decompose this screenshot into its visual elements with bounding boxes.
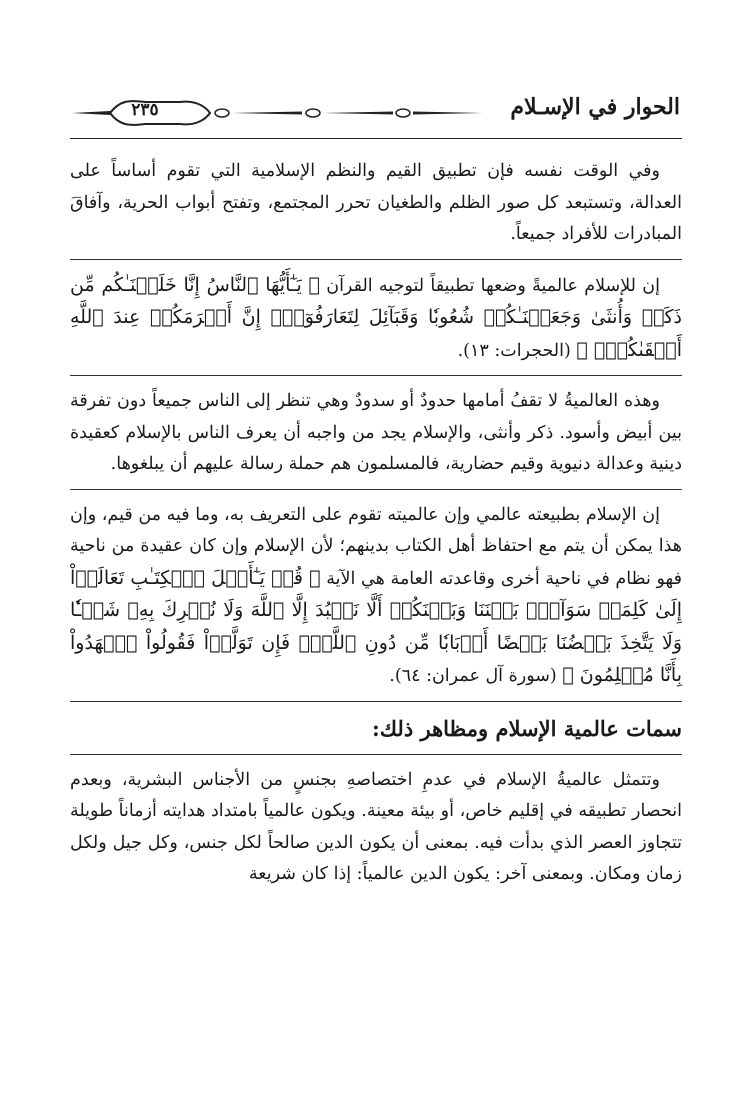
running-title: الحوار في الإسـلام [510, 94, 680, 120]
paragraph-2 [70, 270, 682, 368]
paragraph-1: وفي الوقت نفسه فإن تطبيق القيم والنظم الإسلامية التي تقوم أساساً على العدالة، وتستبعد كل صور الظلم والطغيان تحرر المجتمع، وتفتح أبواب الحرية، وآفاقَ المبادرات للأفراد جميعاً. [70, 161, 682, 244]
heading-separator [70, 754, 682, 755]
paragraph-separator [70, 375, 682, 376]
quran-verse-hujurat: ﴿ يَـٰٓأَيُّهَا ٱلنَّاسُ إِنَّا خَلَقۡنَـٰكُم مِّن ذَكَرٖ وَأُنثَىٰ وَجَعَلۡنَـٰكُمۡ شُعُوبٗا وَقَبَآئِلَ لِتَعَارَفُوٓاْۚ إِنَّ أَكۡرَمَكُمۡ عِندَ ٱللَّهِ أَتۡقَىٰكُمۡۚ ﴾ [70, 273, 682, 361]
quran-verse-al-imran: ﴿ قُلۡ يَـٰٓأَهۡلَ ٱلۡكِتَـٰبِ تَعَالَوۡاْ إِلَىٰ كَلِمَةٖ سَوَآءِۭ بَيۡنَنَا وَبَيۡنَكُمۡ أَلَّا نَعۡبُدَ إِلَّا ٱللَّهَ وَلَا نُشۡرِكَ بِهِۦ شَيۡـٔٗا وَلَا يَتَّخِذَ بَعۡضُنَا بَعۡضًا أَرۡبَابٗا مِّن دُونِ ٱللَّهِۚ فَإِن تَوَلَّوۡاْ فَقُولُواْ ٱشۡهَدُواْ بِأَنَّا مُسۡلِمُونَ ﴾ [70, 566, 682, 686]
verse-reference: (الحجرات: ١٣). [457, 340, 571, 361]
paragraph-3: وهذه العالميةُ لا تقفُ أمامها حدودٌ أو سدودٌ وهي تنظر إلى الناس جميعاً دون تفرقة بين أبيض وأسود. ذكر وأنثى، والإسلام يجد من واجبه أن يعرف الناس بالإسلام كعقيدة دينية وعدالة دنيوية وقيم حضارية، فالمسلمون هم حملة رسالة عليهم أن يبلغوها. [70, 391, 682, 474]
paragraph-separator [70, 701, 682, 702]
verse-reference: (سورة آل عمران: ٦٤). [389, 666, 557, 686]
paragraph-2-intro: إن للإسلام عالميةً وضعها تطبيقاً لتوجيه القرآن [326, 275, 660, 296]
header-rule [70, 138, 682, 139]
page-content [70, 156, 682, 891]
paragraph-4 [70, 500, 682, 693]
paragraph-5: وتتمثل عالميةُ الإسلام في عدمِ اختصاصهِ بجنسٍ من الأجناس البشرية، وبعدم انحصار تطبيقه في إقليم خاص، أو بيئة معينة. ويكون عالمياً بامتداد هدايته أزماناً طويلة تتجاوز العصر الذي بدأت فيه. بمعنى أن يكون الدين صالحاً لكل جنس، وكل جيل ولكل زمان ومكان. وبمعنى آخر: يكون الدين عالمياً: إذا كان شريعة [70, 769, 682, 884]
page-number: ٢٣٥ [131, 100, 159, 120]
running-header [70, 92, 680, 132]
paragraph-separator [70, 489, 682, 490]
section-heading: سمات عالمية الإسلام ومظاهر ذلك: [371, 715, 682, 741]
paragraph-4-intro: إن الإسلام بطبيعته عالمي وإن عالميته تقوم على التعريف به، وما فيه من قيم، وإن هذا يمكن أن يتم مع احتفاظ أهل الكتاب بدينهم؛ لأن الإسلام وإن كان عقيدة من ناحية فهو نظام في ناحية أخرى وقاعدته العامة هي الآية [70, 504, 682, 589]
paragraph-separator [70, 259, 682, 260]
